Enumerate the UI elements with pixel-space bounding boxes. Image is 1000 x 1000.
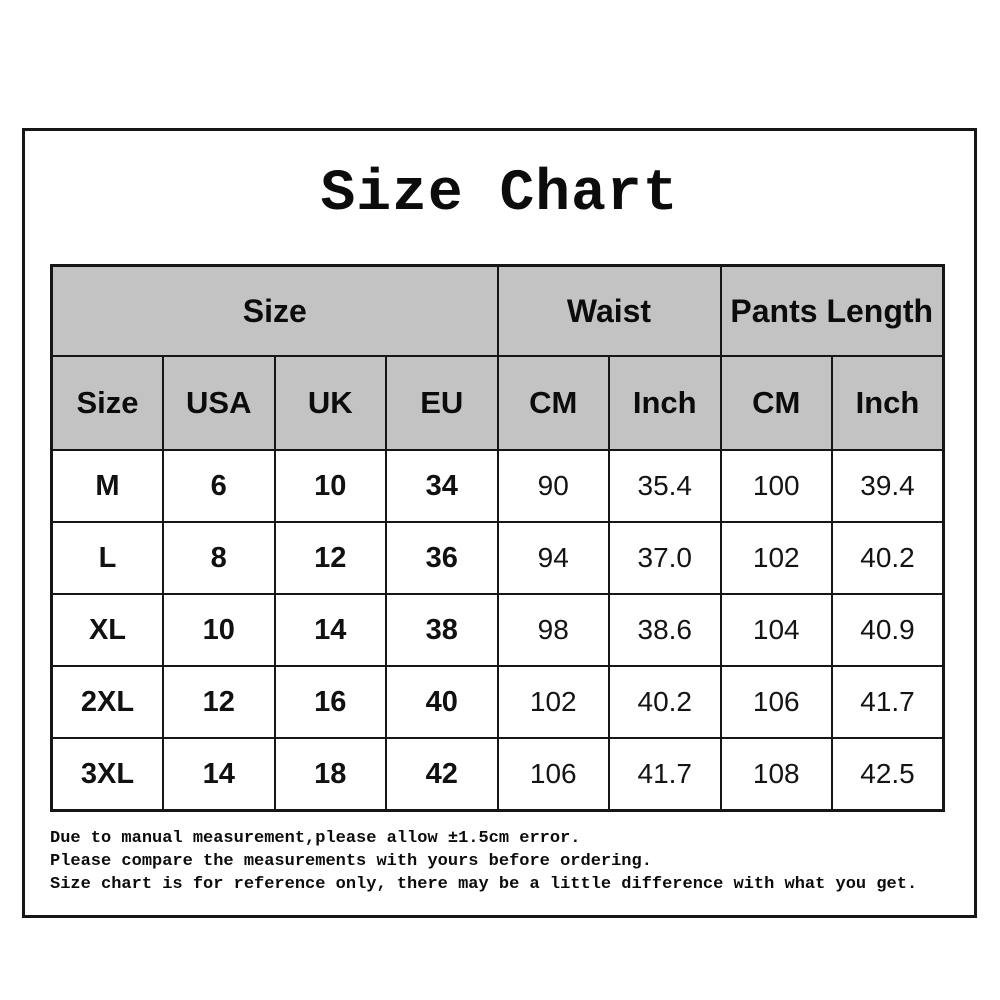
table-header <box>52 266 944 451</box>
waist-cm-cell: 106 <box>498 738 610 811</box>
waist-cm-cell: 102 <box>498 666 610 738</box>
waist-inch-cell: 35.4 <box>609 450 721 522</box>
uk-cell: 10 <box>275 450 387 522</box>
group-header-size: Size <box>52 266 498 357</box>
waist-inch-cell: 37.0 <box>609 522 721 594</box>
note-line-error-margin: Due to manual measurement,please allow ±1.5cm error. <box>50 829 581 848</box>
uk-cell: 12 <box>275 522 387 594</box>
length-cm-cell: 104 <box>721 594 833 666</box>
length-inch-cell: 39.4 <box>832 450 944 522</box>
col-header-eu: EU <box>386 356 498 450</box>
size-cell: XL <box>52 594 164 666</box>
col-header-uk: UK <box>275 356 387 450</box>
size-cell: M <box>52 450 164 522</box>
page-title: Size Chart <box>320 162 679 227</box>
length-cm-cell: 108 <box>721 738 833 811</box>
eu-cell: 40 <box>386 666 498 738</box>
usa-cell: 12 <box>163 666 275 738</box>
table-row-3xl <box>52 738 944 811</box>
col-header-length-inch: Inch <box>832 356 944 450</box>
size-cell: L <box>52 522 164 594</box>
size-chart-table <box>50 264 945 812</box>
table-body <box>52 450 944 811</box>
uk-cell: 14 <box>275 594 387 666</box>
eu-cell: 42 <box>386 738 498 811</box>
col-header-waist-cm: CM <box>498 356 610 450</box>
group-header-pants-length: Pants Length <box>721 266 944 357</box>
eu-cell: 36 <box>386 522 498 594</box>
length-inch-cell: 40.9 <box>832 594 944 666</box>
eu-cell: 38 <box>386 594 498 666</box>
uk-cell: 16 <box>275 666 387 738</box>
usa-cell: 14 <box>163 738 275 811</box>
size-chart-panel <box>22 128 977 918</box>
waist-inch-cell: 41.7 <box>609 738 721 811</box>
col-header-usa: USA <box>163 356 275 450</box>
eu-cell: 34 <box>386 450 498 522</box>
measurement-notes <box>50 827 974 896</box>
waist-inch-cell: 40.2 <box>609 666 721 738</box>
waist-cm-cell: 98 <box>498 594 610 666</box>
table-row-m <box>52 450 944 522</box>
note-line-compare: Please compare the measurements with yours before ordering. <box>50 852 652 871</box>
waist-cm-cell: 94 <box>498 522 610 594</box>
length-cm-cell: 102 <box>721 522 833 594</box>
table-row-xl <box>52 594 944 666</box>
length-cm-cell: 100 <box>721 450 833 522</box>
uk-cell: 18 <box>275 738 387 811</box>
length-cm-cell: 106 <box>721 666 833 738</box>
table-row-l <box>52 522 944 594</box>
length-inch-cell: 42.5 <box>832 738 944 811</box>
table-row-2xl <box>52 666 944 738</box>
size-cell: 2XL <box>52 666 164 738</box>
size-cell: 3XL <box>52 738 164 811</box>
waist-cm-cell: 90 <box>498 450 610 522</box>
length-inch-cell: 41.7 <box>832 666 944 738</box>
col-header-waist-inch: Inch <box>609 356 721 450</box>
usa-cell: 10 <box>163 594 275 666</box>
column-header-row <box>52 356 944 450</box>
length-inch-cell: 40.2 <box>832 522 944 594</box>
col-header-length-cm: CM <box>721 356 833 450</box>
col-header-size: Size <box>52 356 164 450</box>
note-line-reference: Size chart is for reference only, there may be a little difference with what you get. <box>50 875 918 894</box>
usa-cell: 6 <box>163 450 275 522</box>
usa-cell: 8 <box>163 522 275 594</box>
waist-inch-cell: 38.6 <box>609 594 721 666</box>
group-header-waist: Waist <box>498 266 721 357</box>
group-header-row <box>52 266 944 357</box>
